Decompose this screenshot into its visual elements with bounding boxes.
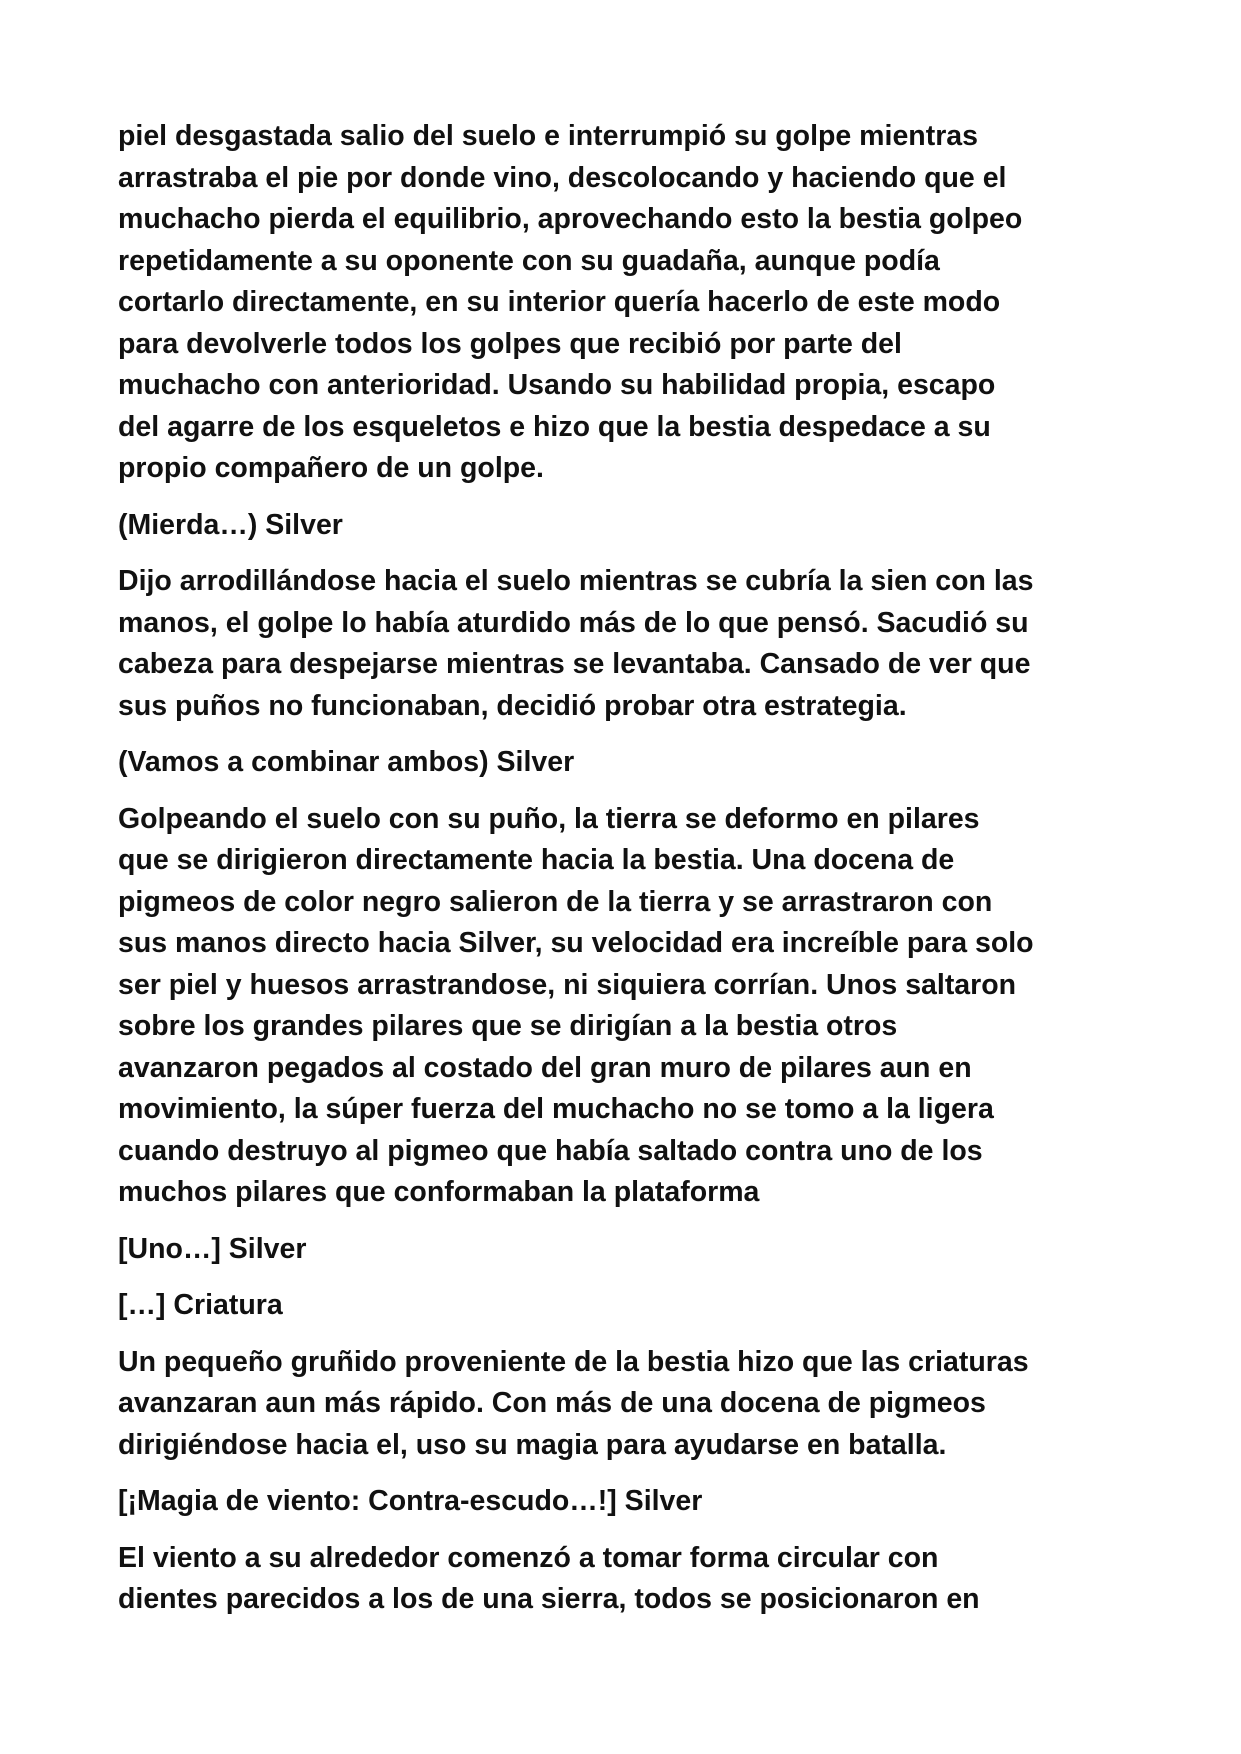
dialogue-line-silver-3: [Uno…] Silver: [118, 1232, 307, 1265]
dialogue-line-silver-1: (Mierda…) Silver: [118, 508, 343, 541]
paragraph-narration-4: Un pequeño gruñido proveniente de la bestia hizo que las criaturas avanzaran aun más rápido. Con más de una docena de pigmeos dirigiéndose hacia el, uso su magia para ayudarse en batalla.: [118, 1345, 1029, 1461]
paragraph-narration-5: El viento a su alrededor comenzó a tomar forma circular con dientes parecidos a los de una sierra, todos se posicionaron en: [118, 1541, 980, 1615]
paragraph-narration-1: piel desgastada salio del suelo e interrumpió su golpe mientras arrastraba el pie por donde vino, descolocando y haciendo que el muchacho pierda el equilibrio, aprovechando esto la bestia golpeo repetidamente a su oponente con su guadaña, aunque podía cortarlo directamente, en su interior quería hacerlo de este modo para devolverle todos los golpes que recibió por parte del muchacho con anterioridad. Usando su habilidad propia, escapo del agarre de los esqueletos e hizo que la bestia despedace a su propio compañero de un golpe.: [118, 120, 1023, 484]
dialogue-line-silver-2: (Vamos a combinar ambos) Silver: [118, 746, 575, 778]
dialogue-line-criatura: […] Criatura: [118, 1289, 283, 1321]
paragraph-narration-3: Golpeando el suelo con su puño, la tierra se deformo en pilares que se dirigieron directamente hacia la bestia. Una docena de pigmeos de color negro salieron de la tierra y se arrastraron con sus manos directo hacia Silver, su velocidad era increíble para solo ser piel y huesos arrastrandose, ni siquiera corrían. Unos saltaron sobre los grandes pilares que se dirigían a la bestia otros avanzaron pegados al costado del gran muro de pilares aun en movimiento, la súper fuerza del muchacho no se tomo a la ligera cuando destruyo al pigmeo que había saltado contra uno de los muchos pilares que conformaban la plataforma: [118, 802, 1034, 1208]
dialogue-line-silver-4: [¡Magia de viento: Contra-escudo…!] Silver: [118, 1485, 703, 1517]
paragraph-narration-2: Dijo arrodillándose hacia el suelo mientras se cubría la sien con las manos, el golpe lo había aturdido más de lo que pensó. Sacudió su cabeza para despejarse mientras se levantaba. Cansado de ver que sus puños no funcionaban, decidió probar otra estrategia.: [118, 565, 1034, 722]
